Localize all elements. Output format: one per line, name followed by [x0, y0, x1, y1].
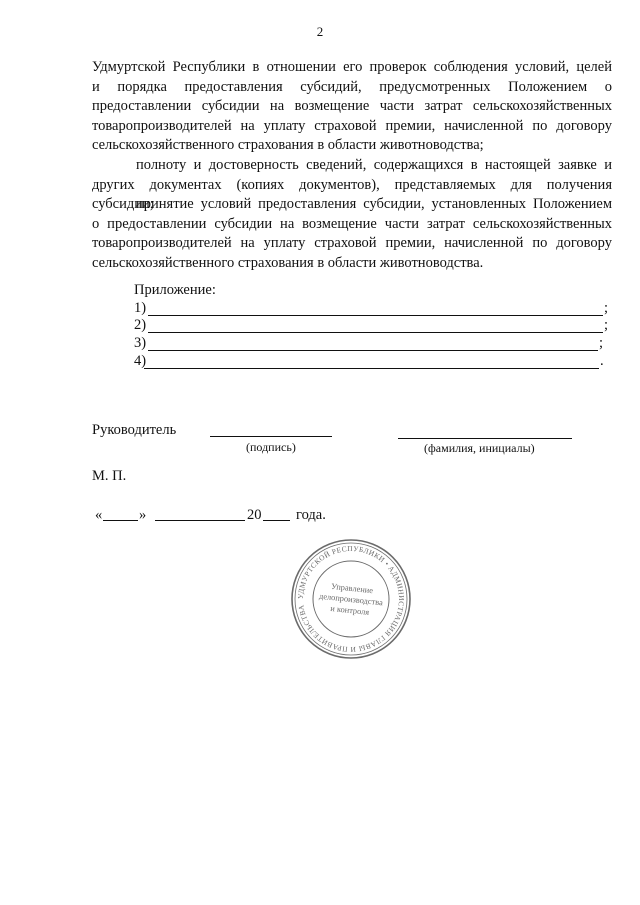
text-line: товаропроизводителей на уплату страховой премии, начисленной по договору: [92, 235, 612, 251]
text-line: Удмуртской Республики в отношении его проверок соблюдения условий, целей: [92, 59, 612, 75]
date-day-line[interactable]: [103, 520, 138, 521]
text-line: и порядка предоставления субсидий, предусмотренных Положением о: [92, 78, 612, 95]
attachment-item-2-line[interactable]: [148, 332, 603, 333]
text-line: принятие условий предоставления субсидии, установленных Положением: [136, 196, 612, 212]
attachment-item-3-end: ;: [599, 335, 604, 351]
official-stamp: [290, 538, 412, 660]
date-open-quote: «: [95, 507, 103, 523]
text-line: других документах (копиях документов), представляемых для получения: [92, 176, 612, 193]
text-line: о предоставлении субсидии на возмещение части затрат сельскохозяйственных: [92, 215, 612, 232]
signature-caption: (подпись): [246, 440, 296, 454]
attachment-item-1-number: 1): [134, 300, 147, 316]
stamp-center-line-3: и контроля: [329, 603, 370, 617]
attachment-heading: Приложение:: [134, 282, 216, 298]
text-line: сельскохозяйственного страхования в области животноводства.: [92, 254, 484, 271]
stamp-center-line-2: делопроизводства: [318, 591, 384, 608]
attachment-item-4-end: .: [600, 353, 604, 369]
date-year-prefix: 20: [247, 507, 262, 523]
signature-line[interactable]: [210, 436, 332, 437]
date-month-line[interactable]: [155, 520, 245, 521]
attachment-item-3-line[interactable]: [148, 350, 598, 351]
date-close-quote: »: [139, 507, 147, 523]
text-line: товаропроизводителей на уплату страховой премии, начисленной по договору: [92, 117, 612, 134]
attachment-item-4-number: 4): [134, 353, 147, 369]
date-year-line[interactable]: [263, 520, 290, 521]
stamp-outer-text: УДМУРТСКОЙ РЕСПУБЛИКИ • АДМИНИСТРАЦИЯ ГЛАВЫ И ПРАВИТЕЛЬСТВА: [295, 543, 407, 655]
stamp-center-line-1: Управление: [330, 581, 374, 596]
head-label: Руководитель: [92, 422, 177, 438]
attachment-item-1-line[interactable]: [148, 315, 603, 316]
attachment-item-1-end: ;: [604, 300, 609, 316]
date-suffix: года.: [296, 507, 326, 523]
attachment-item-2-number: 2): [134, 317, 147, 333]
paragraph-consent-checks: [92, 58, 612, 156]
seal-place-label: М. П.: [92, 468, 127, 484]
text-line: предоставлении субсидии на возмещение части затрат сельскохозяйственных: [92, 98, 612, 114]
paragraph-acceptance-text: [92, 195, 612, 273]
text-line: субсидии;: [92, 196, 154, 212]
attachment-item-2-end: ;: [604, 317, 609, 333]
text-line: полноту и достоверность сведений, содержащихся в настоящей заявке и: [136, 157, 612, 173]
attachment-item-4-line[interactable]: [144, 368, 599, 369]
name-caption: (фамилия, инициалы): [424, 441, 535, 455]
attachment-item-3-number: 3): [134, 335, 147, 351]
text-line: сельскохозяйственного страхования в области животноводства;: [92, 137, 484, 153]
name-line[interactable]: [398, 438, 572, 439]
page-number: 2: [316, 24, 324, 39]
